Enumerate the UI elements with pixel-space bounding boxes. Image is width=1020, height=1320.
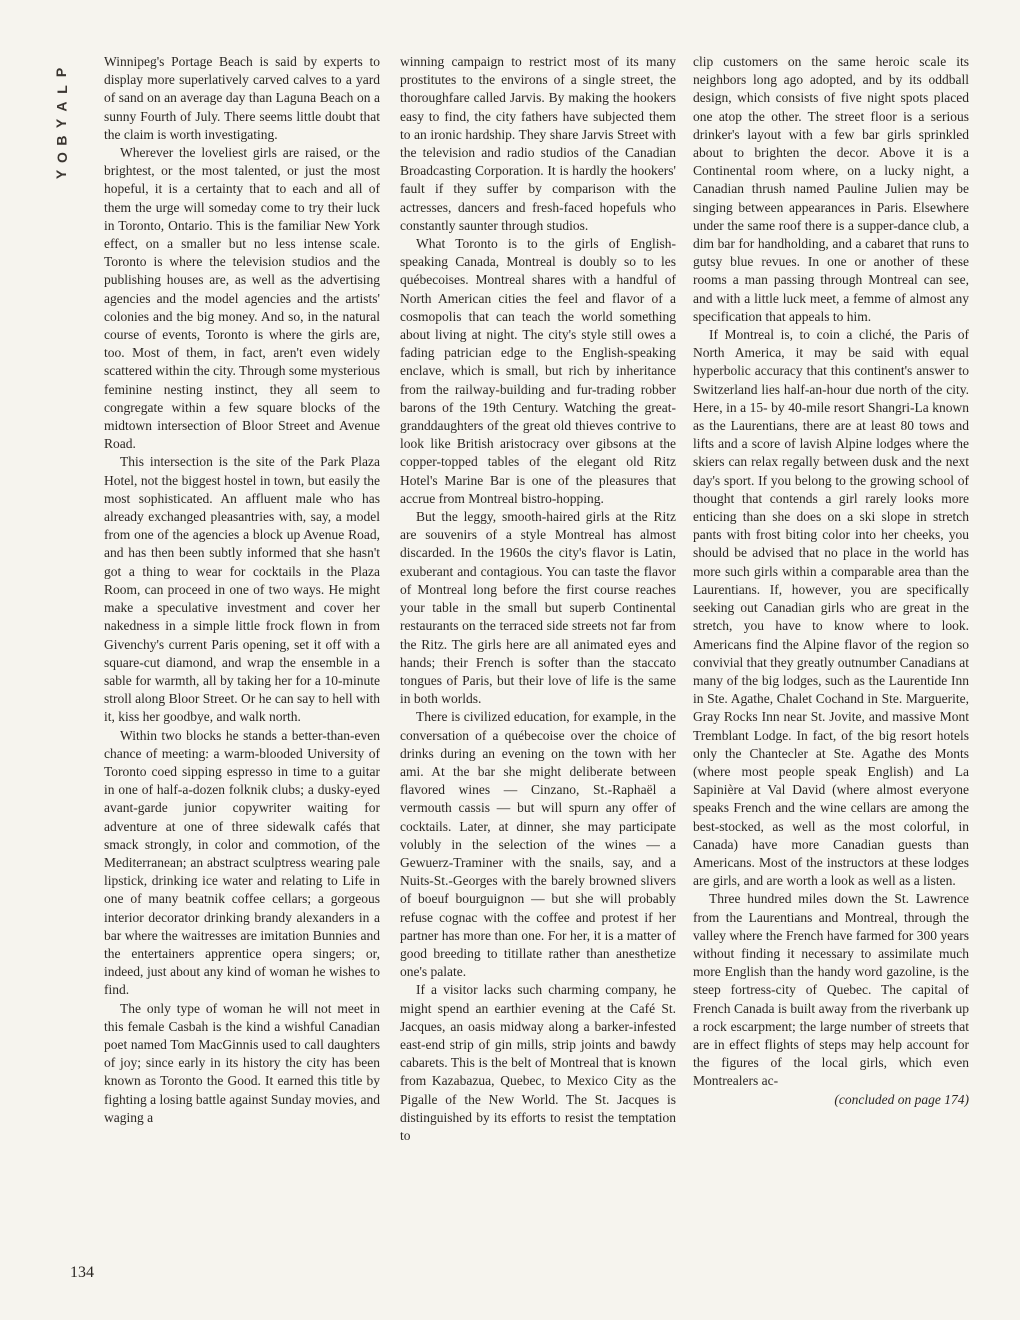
paragraph: winning campaign to restrict most of its many prostitutes to the environs of a single street, the thoroughfare called Jarvis. By making the hookers easy to find, the city fathers have subjected them to an ironic hardship. They share Jarvis Street with the television and radio studios of the Canadian Broadcasting Corporation. It is hardly the hookers' fault if they suffer by comparison with the actresses, dancers and fresh-faced hopefuls who constantly saunter through studios. [400, 54, 676, 233]
paragraph: Within two blocks he stands a better-than-even chance of meeting: a warm-blooded University of Toronto coed sipping espresso in time to a guitar in one of half-a-dozen folknik clubs; a dusky-eyed avant-garde junior copywriter waiting for adventure at one of three sidewalk cafés that smack strongly, in color and commotion, of the Mediterranean; an abstract sculptress wearing pale lipstick, drinking ice water and relating to Life in one of many beatnik coffee cellars; a gorgeous interior decorator drinking brandy alexanders in a bar where the waitresses are imitation Bunnies and the entertainers apprentice opera singers; or, indeed, just about any kind of woman he wishes to find. [104, 727, 380, 998]
running-head-letter: A [53, 101, 70, 112]
paragraph: There is civilized education, for example, in the conversation of a québecoise over the choice of drinks during an evening on the town with her ami. At the bar she might deliberate between flavored wines — Cinzano, St.-Raphaël a vermouth cassis — but will spurn any offer of cocktails. Later, at dinner, she may participate volubly in the selection of the wines — a Gewuerz-Traminer with the snails, say, and a Nuits-St.-Georges with the barely browned slivers of boeuf bourguignon — but she will probably refuse cognac with the coffee and protest if her partner has more than one. For her, it is a matter of good breeding to titillate rather than anesthetize one's palate. [400, 709, 676, 980]
paragraph: The only type of woman he will not meet in this female Casbah is the kind a wishful Canadian poet named Tom MacGinnis used to call daughters of joy; since early in its history the city has been known as Toronto the Good. It earned this title by fighting a losing battle against Sunday movies, and waging a [104, 1000, 380, 1125]
paragraph: Wherever the loveliest girls are raised, or the brightest, or the most talented, or just the most hopeful, it is a certainty that to each and all of them the urge will someday come to try their luck in Toronto, Ontario. This is the familiar New York effect, on a smaller but no less intense scale. Toronto is where the television studios and the publishing houses are, as well as the advertising agencies and the model agencies and the artists' colonies and the big money. And so, in the natural course of events, Toronto is where the girls are, too. Most of them, in fact, aren't even widely scattered within the city. Through some mysterious feminine nesting instinct, they all seem to congregate within a few square blocks of the midtown intersection of Bloor Street and Avenue Road. [104, 145, 380, 452]
page-number: 134 [70, 1264, 94, 1281]
running-head-letter: L [53, 85, 70, 94]
paragraph: Winnipeg's Portage Beach is said by experts to display more superlatively carved calves to a yard of sand on an average day than Laguna Beach on a sunny Fourth of July. There seems little doubt that the claim is worth investigating. [104, 54, 380, 142]
running-head-letter: Y [53, 118, 70, 129]
paragraph: What Toronto is to the girls of English-speaking Canada, Montreal is doubly so to les québecoises. Montreal shares with a handful of North American cities the feel and flavor of a cosmopolis that can teach the world something about living at night. The city's style still owes a fading patrician edge to the English-speaking enclave, which is small, but rich by inheritance from the railway-building and fur-trading robber barons of the 19th Century. Watching the great-granddaughters of the great old thieves contrive to look like British aristocracy over gibsons at the copper-topped tables of the elegant old Ritz Hotel's Marine Bar is one of the pleasures that accrue from Montreal bistro-hopping. [400, 236, 676, 506]
text-column-2 [400, 53, 676, 1145]
paragraph: If Montreal is, to coin a cliché, the Paris of North America, it may be said with equal hyperbolic accuracy that this continent's answer to Switzerland lies half-an-hour due north of the city. Here, in a 15- by 40-mile resort Shangri-La known as the Laurentians, there are at least 80 tows and lifts and a score of lavish Alpine lodges where the skiers can relax regally between dusk and the next day's sport. If you belong to the growing school of thought that contends a girl rarely looks more enticing than she does on a ski slope in stretch pants with frost biting color into her cheeks, you should be advised that no place in the world has more such girls within a comparable area than the Laurentians. If, however, you are specifically seeking out Canadian girls who are great in the stretch, you have to know where to look. Americans find the Alpine flavor of the region so convivial that they greatly outnumber Canadians at many of the big lodges, such as the Laurentide Inn in Ste. Agathe, Chalet Cochand in Ste. Marguerite, Gray Rocks Inn near St. Jovite, and massive Mont Tremblant Lodge. In fact, of the big resort hotels only the Chantecler at Ste. Agathe des Monts (where most people speak English) and La Sapinière at Val David (where almost everyone speaks French and the wine cellars are among the best-stocked, as well as the most colorful, in Canada) have more Canadian guests than Americans. Most of the instructors at these lodges are girls, and are worth a look as well as a listen. [693, 327, 969, 889]
running-head-letter: O [53, 152, 70, 163]
running-head-letter: B [53, 135, 70, 146]
paragraph: But the leggy, smooth-haired girls at the Ritz are souvenirs of a style Montreal has almost discarded. In the 1960s the city's flavor is Latin, exuberant and contagious. You can taste the flavor of Montreal long before the first course reaches your table in the small but superb Continental restaurants on the terraced side streets not far from the Ritz. The girls here are all animated eyes and hands; their French is softer than the staccato tongues of Paris, but their love of life is the same in both worlds. [400, 509, 676, 707]
paragraph: clip customers on the same heroic scale its neighbors long ago adopted, and by its oddball design, which consists of five night spots placed one atop the other. The street floor is a serious drinker's layout with a few bar girls sprinkled about to brighten the decor. Above it is a Continental room where, on a lucky night, a Canadian thrush named Pauline Julien may be singing between appearances in Paris. Elsewhere under the same roof there is a supper-dance club, a dim bar for handholding, and a cabaret that runs to gutsy blue revues. In one or another of these rooms a man passing through Montreal can see, and with a little luck meet, a femme of almost any specification that appeals to him. [693, 54, 969, 324]
text-column-3 [693, 53, 969, 1109]
paragraph: If a visitor lacks such charming company, he might spend an earthier evening at the Café St. Jacques, an oasis midway along a barker-infested east-end strip of gin mills, strip joints and bawdy cabarets. This is the belt of Montreal that is known from Kazabazua, Quebec, to Mexico City as the Pigalle of the New World. The St. Jacques is distinguished by its efforts to resist the temptation to [400, 982, 676, 1143]
continuation-note: (concluded on page 174) [834, 1091, 969, 1107]
running-head [53, 64, 70, 183]
text-column-1 [104, 53, 380, 1127]
running-head-letter: P [53, 67, 70, 78]
paragraph: Three hundred miles down the St. Lawrence from the Laurentians and Montreal, through the valley where the French have farmed for 300 years without finding it necessary to assimilate much more English than the handy word gazoline, is the steep fortress-city of Quebec. The capital of French Canada is built away from the riverbank up a rock escarpment; the large number of streets that are in effect flights of steps may help account for the figures of the local girls, which even Montrealers ac- [693, 891, 969, 1089]
running-head-letter: Y [53, 169, 70, 180]
paragraph: This intersection is the site of the Park Plaza Hotel, not the biggest hostel in town, but easily the most sophisticated. An affluent male who has already exchanged pleasantries with, say, a model from one of the agencies a block up Avenue Road, and has then been subtly informed that she hasn't got a thing to wear for cocktails in the Plaza Room, can proceed in one of two ways. He might make a speculative investment and cover her nakedness in a simple little frock flown in from Givenchy's current Paris opening, set it off with a square-cut diamond, and wrap the ensemble in a sable for warmth, all by taking her for a 10-minute stroll along Bloor Street. Or he can say to hell with it, kiss her goodbye, and walk north. [104, 454, 380, 725]
